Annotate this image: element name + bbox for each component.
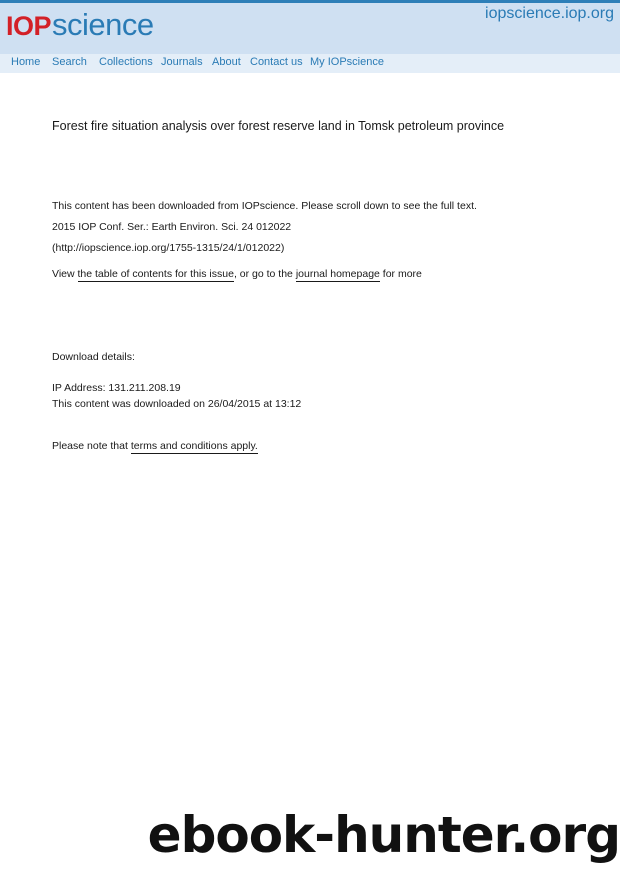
- view-more-line: [52, 268, 422, 280]
- doi-url: (http://iopscience.iop.org/1755-1315/24/1/012022): [52, 242, 285, 254]
- main-navigation: [0, 54, 620, 73]
- nav-journals[interactable]: Journals: [161, 56, 203, 68]
- nav-about[interactable]: About: [212, 56, 241, 68]
- view-suffix: for more: [379, 268, 422, 280]
- nav-collections[interactable]: Collections: [99, 56, 153, 68]
- logo-iop-text: IOP: [6, 11, 52, 41]
- terms-link[interactable]: terms and conditions apply.: [130, 440, 258, 452]
- nav-search[interactable]: Search: [52, 56, 87, 68]
- downloaded-on: This content was downloaded on 26/04/2015 at 13:12: [52, 398, 302, 410]
- download-note: This content has been downloaded from IOPscience. Please scroll down to see the full text.: [52, 200, 477, 212]
- site-url-link[interactable]: iopscience.iop.org: [485, 5, 614, 22]
- terms-line: [52, 440, 258, 452]
- nav-my-iopscience[interactable]: My IOPscience: [310, 56, 384, 68]
- document-title: Forest fire situation analysis over forest reserve land in Tomsk petroleum province: [52, 119, 505, 133]
- terms-prefix: Please note that: [52, 440, 131, 452]
- view-prefix: View: [52, 268, 78, 280]
- watermark: ebook-hunter.org: [147, 806, 620, 864]
- ip-address: IP Address: 131.211.208.19: [52, 382, 181, 394]
- iopscience-logo[interactable]: [6, 7, 154, 43]
- download-details-heading: Download details:: [52, 351, 135, 363]
- journal-homepage-link[interactable]: journal homepage: [295, 268, 380, 280]
- logo-science-text: science: [52, 7, 154, 42]
- site-header: [0, 3, 620, 54]
- nav-contact-us[interactable]: Contact us: [250, 56, 303, 68]
- view-middle: , or go to the: [233, 268, 296, 280]
- toc-link[interactable]: the table of contents for this issue: [77, 268, 234, 280]
- citation: 2015 IOP Conf. Ser.: Earth Environ. Sci. 24 012022: [52, 221, 292, 233]
- nav-home[interactable]: Home: [11, 56, 41, 68]
